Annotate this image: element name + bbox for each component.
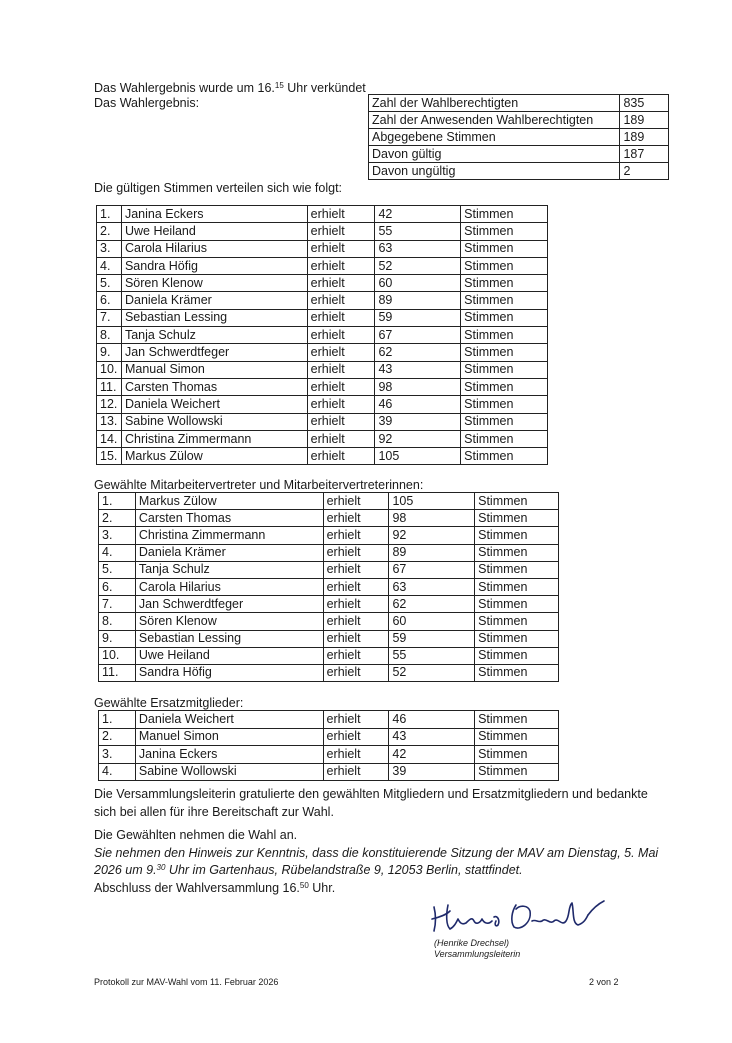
- cell-no: 4.: [99, 763, 136, 781]
- cell-verb: erhielt: [307, 240, 375, 257]
- cell-count: 52: [375, 257, 461, 274]
- cell-unit: Stimmen: [461, 309, 548, 326]
- cell-count: 62: [375, 344, 461, 361]
- cell-name: Uwe Heiland: [121, 223, 307, 240]
- cell-name: Janina Eckers: [121, 206, 307, 223]
- cell-unit: Stimmen: [461, 448, 548, 465]
- table-row: [97, 309, 548, 326]
- cell-verb: erhielt: [307, 327, 375, 344]
- table-row: [99, 728, 559, 746]
- stats-label: Zahl der Wahlberechtigten: [369, 95, 620, 112]
- cell-unit: Stimmen: [461, 292, 548, 309]
- cell-verb: erhielt: [323, 596, 389, 613]
- cell-no: 10.: [99, 647, 136, 664]
- stats-row: [369, 112, 669, 129]
- cell-no: 15.: [97, 448, 122, 465]
- stats-value: 189: [620, 129, 669, 146]
- table-row: [97, 396, 548, 413]
- table-row: [99, 630, 559, 647]
- cell-no: 1.: [97, 206, 122, 223]
- cell-name: Janina Eckers: [135, 746, 323, 764]
- cell-verb: erhielt: [323, 613, 389, 630]
- cell-count: 46: [375, 396, 461, 413]
- cell-name: Sandra Höfig: [121, 257, 307, 274]
- table-row: [99, 711, 559, 729]
- cell-unit: Stimmen: [475, 664, 559, 681]
- cell-unit: Stimmen: [475, 630, 559, 647]
- cell-unit: Stimmen: [461, 344, 548, 361]
- cell-unit: Stimmen: [475, 510, 559, 527]
- notice-line-2: 2026 um 9.30 Uhr im Gartenhaus, Rübelandstraße 9, 12053 Berlin, stattfindet.: [94, 863, 523, 877]
- cell-unit: Stimmen: [475, 647, 559, 664]
- cell-name: Jan Schwerdtfeger: [121, 344, 307, 361]
- cell-no: 7.: [97, 309, 122, 326]
- cell-verb: erhielt: [307, 430, 375, 447]
- table-row: [99, 647, 559, 664]
- cell-name: Carsten Thomas: [121, 378, 307, 395]
- cell-verb: erhielt: [323, 510, 389, 527]
- cell-verb: erhielt: [307, 361, 375, 378]
- announcement-line: Das Wahlergebnis wurde um 16.15 Uhr verkündet: [94, 81, 366, 95]
- stats-row: [369, 146, 669, 163]
- cell-no: 7.: [99, 596, 136, 613]
- cell-name: Manual Simon: [121, 361, 307, 378]
- cell-no: 10.: [97, 361, 122, 378]
- cell-unit: Stimmen: [475, 613, 559, 630]
- cell-unit: Stimmen: [461, 413, 548, 430]
- cell-verb: erhielt: [323, 561, 389, 578]
- table-row: [97, 413, 548, 430]
- cell-name: Tanja Schulz: [135, 561, 323, 578]
- cell-count: 39: [389, 763, 475, 781]
- cell-name: Tanja Schulz: [121, 327, 307, 344]
- cell-name: Sabine Wollowski: [135, 763, 323, 781]
- stats-row: [369, 95, 669, 112]
- cell-unit: Stimmen: [461, 240, 548, 257]
- cell-name: Sandra Höfig: [135, 664, 323, 681]
- cell-name: Uwe Heiland: [135, 647, 323, 664]
- cell-name: Sabine Wollowski: [121, 413, 307, 430]
- cell-verb: erhielt: [323, 763, 389, 781]
- handwritten-signature: [428, 897, 608, 937]
- cell-no: 1.: [99, 493, 136, 510]
- cell-count: 46: [389, 711, 475, 729]
- cell-no: 5.: [97, 275, 122, 292]
- alternates-table: [98, 710, 559, 781]
- cell-no: 6.: [99, 578, 136, 595]
- result-label: Das Wahlergebnis:: [94, 96, 200, 110]
- cell-no: 13.: [97, 413, 122, 430]
- signatory-name: (Henrike Drechsel): [434, 938, 510, 948]
- cell-unit: Stimmen: [461, 206, 548, 223]
- cell-unit: Stimmen: [475, 711, 559, 729]
- cell-name: Carsten Thomas: [135, 510, 323, 527]
- stats-label: Abgegebene Stimmen: [369, 129, 620, 146]
- stats-row: [369, 129, 669, 146]
- table-row: [99, 746, 559, 764]
- cell-verb: erhielt: [323, 664, 389, 681]
- table-row: [97, 206, 548, 223]
- cell-no: 8.: [97, 327, 122, 344]
- stats-label: Zahl der Anwesenden Wahlberechtigten: [369, 112, 620, 129]
- cell-no: 9.: [97, 344, 122, 361]
- votes-intro: Die gültigen Stimmen verteilen sich wie folgt:: [94, 181, 343, 195]
- cell-verb: erhielt: [323, 647, 389, 664]
- cell-count: 63: [389, 578, 475, 595]
- cell-unit: Stimmen: [475, 746, 559, 764]
- table-row: [97, 240, 548, 257]
- cell-verb: erhielt: [323, 493, 389, 510]
- cell-no: 1.: [99, 711, 136, 729]
- cell-unit: Stimmen: [475, 763, 559, 781]
- table-row: [99, 544, 559, 561]
- cell-no: 2.: [99, 728, 136, 746]
- cell-verb: erhielt: [307, 396, 375, 413]
- cell-count: 60: [375, 275, 461, 292]
- cell-unit: Stimmen: [475, 527, 559, 544]
- cell-count: 55: [389, 647, 475, 664]
- cell-count: 60: [389, 613, 475, 630]
- table-row: [99, 510, 559, 527]
- cell-no: 12.: [97, 396, 122, 413]
- stats-label: Davon ungültig: [369, 163, 620, 180]
- cell-unit: Stimmen: [475, 578, 559, 595]
- footer-left: Protokoll zur MAV-Wahl vom 11. Februar 2026: [94, 977, 279, 987]
- table-row: [99, 763, 559, 781]
- cell-unit: Stimmen: [461, 223, 548, 240]
- table-row: [99, 664, 559, 681]
- elected-table: [98, 492, 559, 682]
- cell-unit: Stimmen: [461, 361, 548, 378]
- cell-count: 42: [375, 206, 461, 223]
- table-row: [99, 561, 559, 578]
- table-row: [97, 257, 548, 274]
- cell-no: 2.: [97, 223, 122, 240]
- cell-count: 39: [375, 413, 461, 430]
- table-row: [99, 578, 559, 595]
- table-row: [97, 327, 548, 344]
- table-row: [97, 430, 548, 447]
- cell-unit: Stimmen: [461, 275, 548, 292]
- cell-name: Sören Klenow: [135, 613, 323, 630]
- table-row: [97, 223, 548, 240]
- cell-no: 8.: [99, 613, 136, 630]
- cell-no: 11.: [99, 664, 136, 681]
- cell-unit: Stimmen: [461, 378, 548, 395]
- cell-count: 105: [375, 448, 461, 465]
- cell-unit: Stimmen: [475, 544, 559, 561]
- table-row: [99, 527, 559, 544]
- cell-name: Carola Hilarius: [135, 578, 323, 595]
- cell-count: 67: [375, 327, 461, 344]
- cell-verb: erhielt: [307, 309, 375, 326]
- cell-no: 4.: [97, 257, 122, 274]
- cell-name: Sören Klenow: [121, 275, 307, 292]
- cell-unit: Stimmen: [475, 493, 559, 510]
- cell-name: Markus Zülow: [135, 493, 323, 510]
- cell-count: 105: [389, 493, 475, 510]
- cell-count: 98: [389, 510, 475, 527]
- cell-unit: Stimmen: [475, 596, 559, 613]
- stats-label: Davon gültig: [369, 146, 620, 163]
- cell-no: 5.: [99, 561, 136, 578]
- acceptance-paragraph: Die Gewählten nehmen die Wahl an. Sie nehmen den Hinweis zur Kenntnis, dass die konstituierende Sitzung der MAV am Dienstag, 5. Mai 2026 um 9.30 Uhr im Gartenhaus, Rübelandstraße 9, 12053 Berlin, stattfindet. Abschluss der Wahlversammlung 16.50 Uhr.: [94, 827, 658, 897]
- cell-verb: erhielt: [307, 413, 375, 430]
- cell-count: 92: [375, 430, 461, 447]
- cell-count: 92: [389, 527, 475, 544]
- table-row: [97, 344, 548, 361]
- cell-no: 2.: [99, 510, 136, 527]
- stats-value: 187: [620, 146, 669, 163]
- cell-verb: erhielt: [307, 257, 375, 274]
- cell-count: 98: [375, 378, 461, 395]
- stats-value: 189: [620, 112, 669, 129]
- cell-unit: Stimmen: [461, 430, 548, 447]
- cell-name: Daniela Weichert: [135, 711, 323, 729]
- closing-time-line: Abschluss der Wahlversammlung 16.50 Uhr.: [94, 880, 336, 895]
- cell-unit: Stimmen: [475, 561, 559, 578]
- cell-no: 4.: [99, 544, 136, 561]
- table-row: [97, 361, 548, 378]
- stats-value: 2: [620, 163, 669, 180]
- cell-verb: erhielt: [307, 275, 375, 292]
- cell-name: Daniela Weichert: [121, 396, 307, 413]
- stats-value: 835: [620, 95, 669, 112]
- cell-count: 62: [389, 596, 475, 613]
- cell-verb: erhielt: [307, 292, 375, 309]
- cell-verb: erhielt: [323, 711, 389, 729]
- cell-name: Markus Zülow: [121, 448, 307, 465]
- table-row: [99, 596, 559, 613]
- stats-row: [369, 163, 669, 180]
- cell-unit: Stimmen: [475, 728, 559, 746]
- cell-verb: erhielt: [307, 344, 375, 361]
- cell-name: Daniela Krämer: [135, 544, 323, 561]
- cell-no: 3.: [99, 527, 136, 544]
- cell-no: 11.: [97, 378, 122, 395]
- cell-count: 43: [375, 361, 461, 378]
- cell-verb: erhielt: [307, 448, 375, 465]
- cell-no: 9.: [99, 630, 136, 647]
- cell-name: Christina Zimmermann: [121, 430, 307, 447]
- cell-verb: erhielt: [323, 728, 389, 746]
- cell-name: Sebastian Lessing: [121, 309, 307, 326]
- cell-verb: erhielt: [307, 206, 375, 223]
- congratulation-paragraph: Die Versammlungsleiterin gratulierte den gewählten Mitgliedern und Ersatzmitgliedern und bedankte sich bei allen für ihre Bereitschaft zur Wahl.: [94, 787, 648, 819]
- alternates-intro: Gewählte Ersatzmitglieder:: [94, 696, 244, 710]
- table-row: [97, 275, 548, 292]
- table-row: [97, 292, 548, 309]
- cell-count: 52: [389, 664, 475, 681]
- votes-table: [96, 205, 548, 465]
- cell-name: Sebastian Lessing: [135, 630, 323, 647]
- elected-intro: Gewählte Mitarbeitervertreter und Mitarbeitervertreterinnen:: [94, 478, 424, 492]
- cell-name: Jan Schwerdtfeger: [135, 596, 323, 613]
- cell-no: 3.: [99, 746, 136, 764]
- cell-unit: Stimmen: [461, 327, 548, 344]
- cell-verb: erhielt: [323, 578, 389, 595]
- cell-verb: erhielt: [307, 378, 375, 395]
- cell-count: 89: [389, 544, 475, 561]
- cell-count: 43: [389, 728, 475, 746]
- cell-count: 59: [389, 630, 475, 647]
- cell-no: 6.: [97, 292, 122, 309]
- cell-name: Christina Zimmermann: [135, 527, 323, 544]
- cell-name: Daniela Krämer: [121, 292, 307, 309]
- cell-name: Manuel Simon: [135, 728, 323, 746]
- cell-count: 42: [389, 746, 475, 764]
- cell-verb: erhielt: [323, 527, 389, 544]
- cell-verb: erhielt: [323, 746, 389, 764]
- cell-count: 63: [375, 240, 461, 257]
- election-stats-table: [368, 94, 669, 180]
- cell-count: 59: [375, 309, 461, 326]
- cell-count: 55: [375, 223, 461, 240]
- cell-verb: erhielt: [323, 544, 389, 561]
- table-row: [97, 378, 548, 395]
- cell-verb: erhielt: [307, 223, 375, 240]
- cell-unit: Stimmen: [461, 257, 548, 274]
- cell-no: 14.: [97, 430, 122, 447]
- page-number: 2 von 2: [589, 977, 619, 987]
- table-row: [97, 448, 548, 465]
- cell-name: Carola Hilarius: [121, 240, 307, 257]
- cell-count: 67: [389, 561, 475, 578]
- signatory-role: Versammlungsleiterin: [434, 949, 521, 959]
- table-row: [99, 613, 559, 630]
- cell-no: 3.: [97, 240, 122, 257]
- cell-count: 89: [375, 292, 461, 309]
- cell-verb: erhielt: [323, 630, 389, 647]
- table-row: [99, 493, 559, 510]
- cell-unit: Stimmen: [461, 396, 548, 413]
